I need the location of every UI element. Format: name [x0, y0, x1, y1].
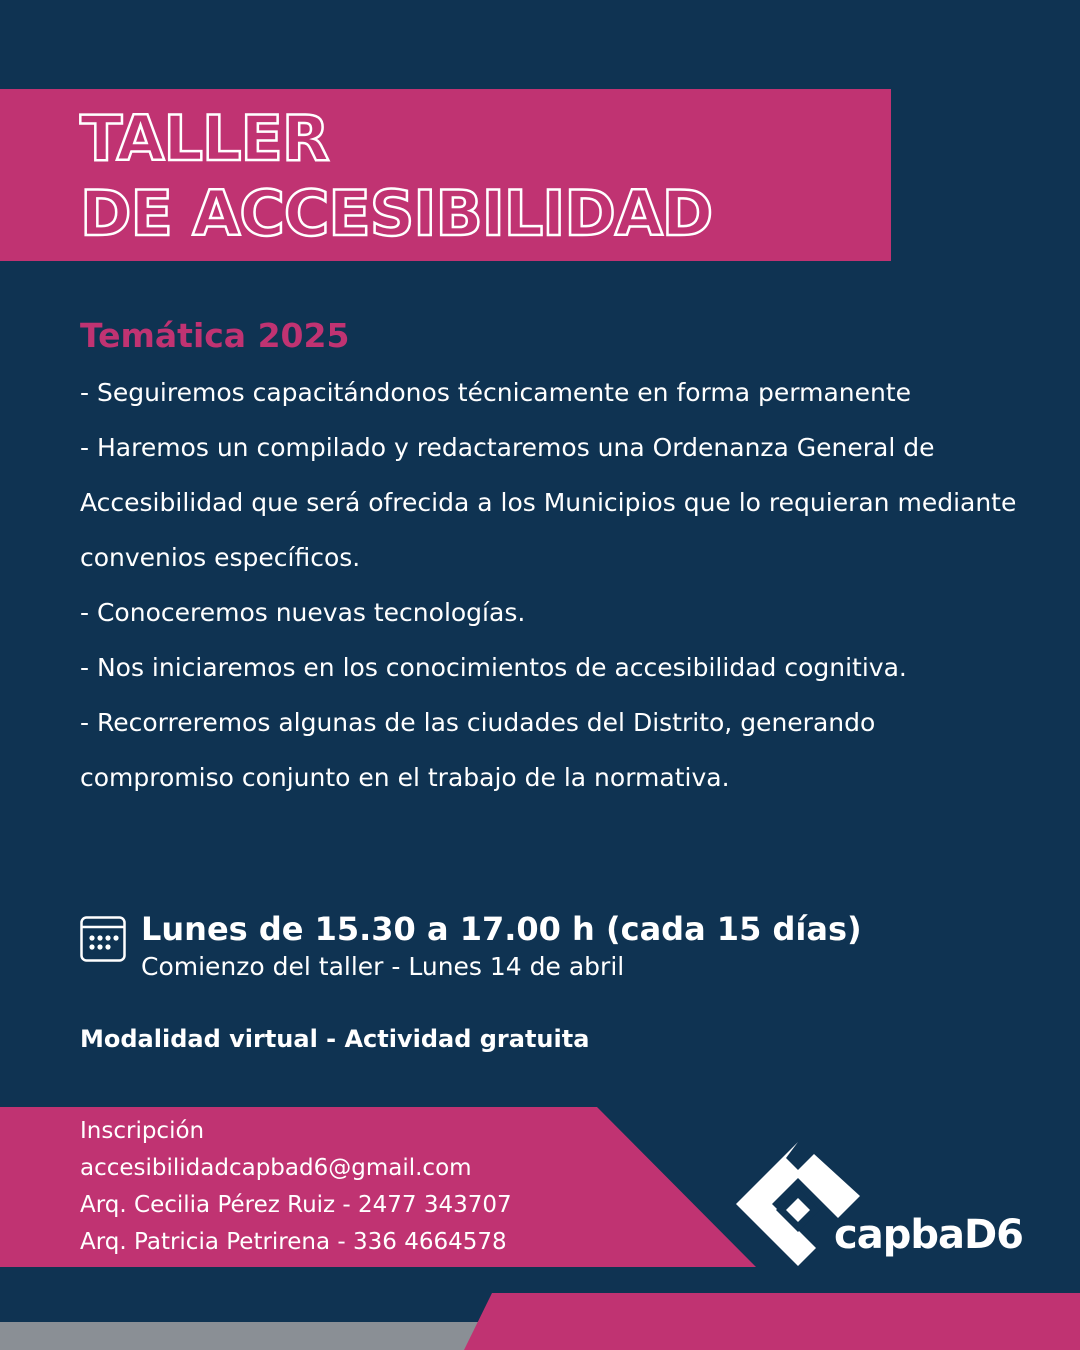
calendar-icon [80, 916, 126, 962]
inscription-contact-1: Arq. Cecilia Pérez Ruiz - 2477 343707 [80, 1192, 512, 1218]
bottom-stripes [0, 1290, 1080, 1350]
title-line-2: DE ACCESIBILIDAD [80, 177, 713, 250]
capba-logo-text: capbaD6 [834, 1212, 1023, 1258]
schedule-main: Lunes de 15.30 a 17.00 h (cada 15 días) [141, 910, 862, 948]
inscription-contact-2: Arq. Patricia Petrirena - 336 4664578 [80, 1229, 507, 1255]
tematica-item: - Nos iniciaremos en los conocimientos de accesibilidad cognitiva. [80, 653, 907, 682]
tematica-item: - Conoceremos nuevas tecnologías. [80, 598, 526, 627]
tematica-item: - Haremos un compilado y redactaremos una Ordenanza General de Accesibilidad que será ofrecida a los Municipios que lo requieran mediante convenios específicos. [80, 433, 1017, 572]
tematica-item: - Seguiremos capacitándonos técnicamente en forma permanente [80, 378, 912, 407]
inscription-email[interactable]: accesibilidadcapbad6@gmail.com [80, 1155, 472, 1181]
modalidad-text: Modalidad virtual - Actividad gratuita [80, 1025, 590, 1053]
title-line-1: TALLER [80, 102, 329, 175]
inscription-title: Inscripción [80, 1118, 205, 1144]
tematica-list [80, 365, 1020, 805]
schedule-start-date: Comienzo del taller - Lunes 14 de abril [141, 952, 625, 981]
tematica-item: - Recorreremos algunas de las ciudades del Distrito, generando compromiso conjunto en el trabajo de la normativa. [80, 708, 876, 792]
tematica-heading: Temática 2025 [80, 316, 350, 355]
